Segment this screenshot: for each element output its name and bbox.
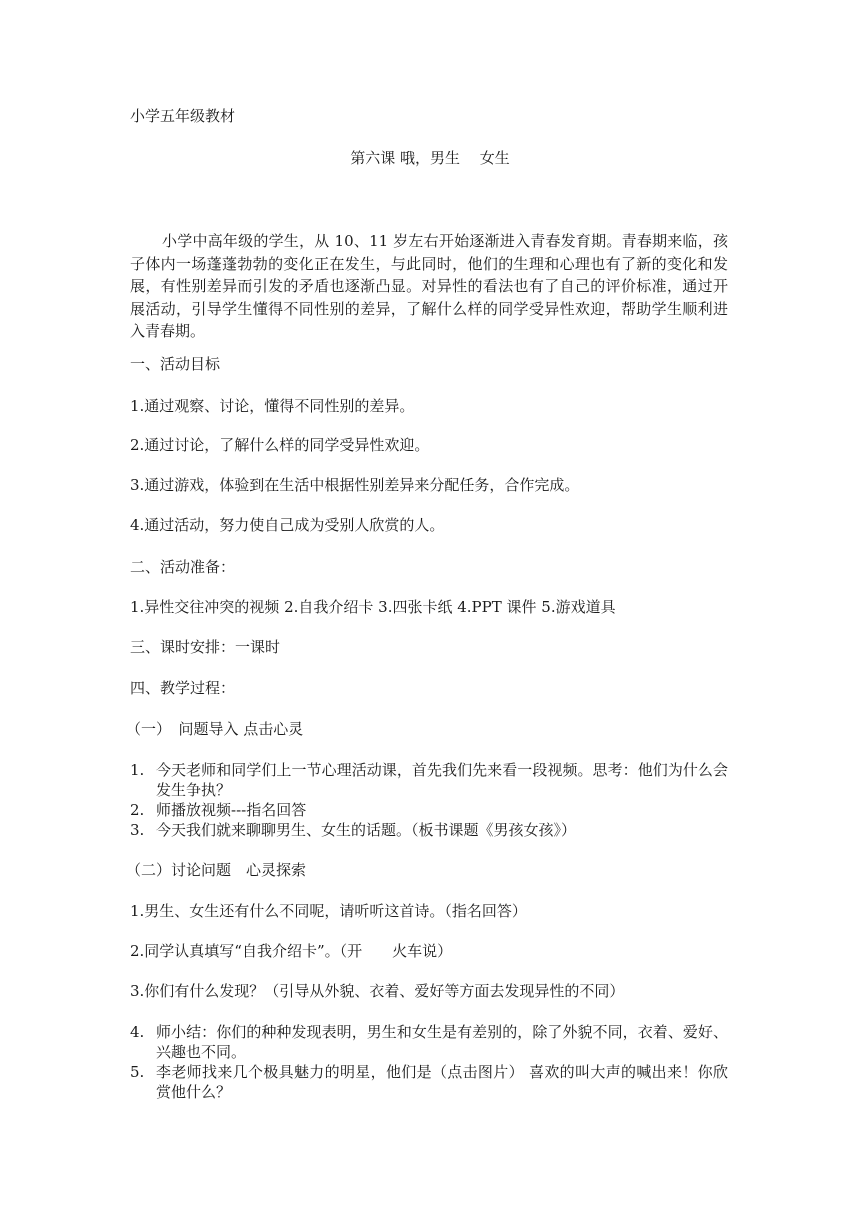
section-heading-goals: 一、活动目标 [130,355,221,373]
discussion-numbered-item [130,1062,728,1102]
subsection-heading-discussion: （二）讨论问题 心灵探索 [126,861,307,879]
discussion-item: 2.同学认真填写“自我介绍卡”。（开 火车说） [130,942,453,960]
process-item [130,760,728,800]
item-number: 4. [130,1023,145,1041]
item-text: 师小结：你们的种种发现表明，男生和女生是有差别的，除了外貌不同，衣着、爱好、兴趣也不同。 [156,1023,728,1061]
item-number: 1. [130,761,145,779]
goal-item: 4.通过活动，努力使自己成为受别人欣赏的人。 [130,516,445,534]
preparation-list: 1.异性交往冲突的视频 2.自我介绍卡 3.四张卡纸 4.PPT 课件 5.游戏道具 [130,598,616,616]
textbook-label: 小学五年级教材 [130,107,236,125]
document-page [126,0,730,1216]
item-text: 今天老师和同学们上一节心理活动课，首先我们先来看一段视频。思考：他们为什么会发生争执？ [156,761,728,799]
goal-item: 1.通过观察、讨论，懂得不同性别的差异。 [130,397,415,415]
item-text: 师播放视频---指名回答 [156,801,307,819]
section-heading-process: 四、教学过程： [130,679,236,697]
item-number: 2. [130,801,145,819]
goal-item: 2.通过讨论，了解什么样的同学受异性欢迎。 [130,436,430,454]
discussion-item: 3.你们有什么发现？（引导从外貌、衣着、爱好等方面去发现异性的不同） [130,982,625,1000]
process-item [130,800,728,820]
discussion-numbered-item [130,1022,728,1062]
item-text: 今天我们就来聊聊男生、女生的话题。（板书课题《男孩女孩》） [156,821,577,839]
intro-paragraph: 小学中高年级的学生，从 10、11 岁左右开始逐渐进入青春发育期。青春期来临，孩子体内一场蓬蓬勃勃的变化正在发生，与此同时，他们的生理和心理也有了新的变化和发展，有性别差异而引发的矛盾也逐渐凸显。对异性的看法也有了自己的评价标准，通过开展活动，引导学生懂得不同性别的差异，了解什么样的同学受异性欢迎，帮助学生顺利进入青春期。 [130,232,728,340]
section-heading-preparation: 二、活动准备： [130,558,236,576]
item-number: 5. [130,1063,145,1081]
discussion-item: 1.男生、女生还有什么不同呢，请听听这首诗。（指名回答） [130,902,527,920]
item-number: 3. [130,821,145,839]
process-item [130,820,728,840]
goal-item: 3.通过游戏，体验到在生活中根据性别差异来分配任务，合作完成。 [130,476,580,494]
section-heading-schedule: 三、课时安排：一课时 [130,638,281,656]
item-text: 李老师找来几个极具魅力的明星，他们是（点击图片） 喜欢的叫大声的喊出来！你欣赏他什么？ [156,1063,728,1101]
subsection-heading-intro: （一） 问题导入 点击心灵 [126,720,304,738]
lesson-title: 第六课 哦，男生 女生 [350,149,510,167]
